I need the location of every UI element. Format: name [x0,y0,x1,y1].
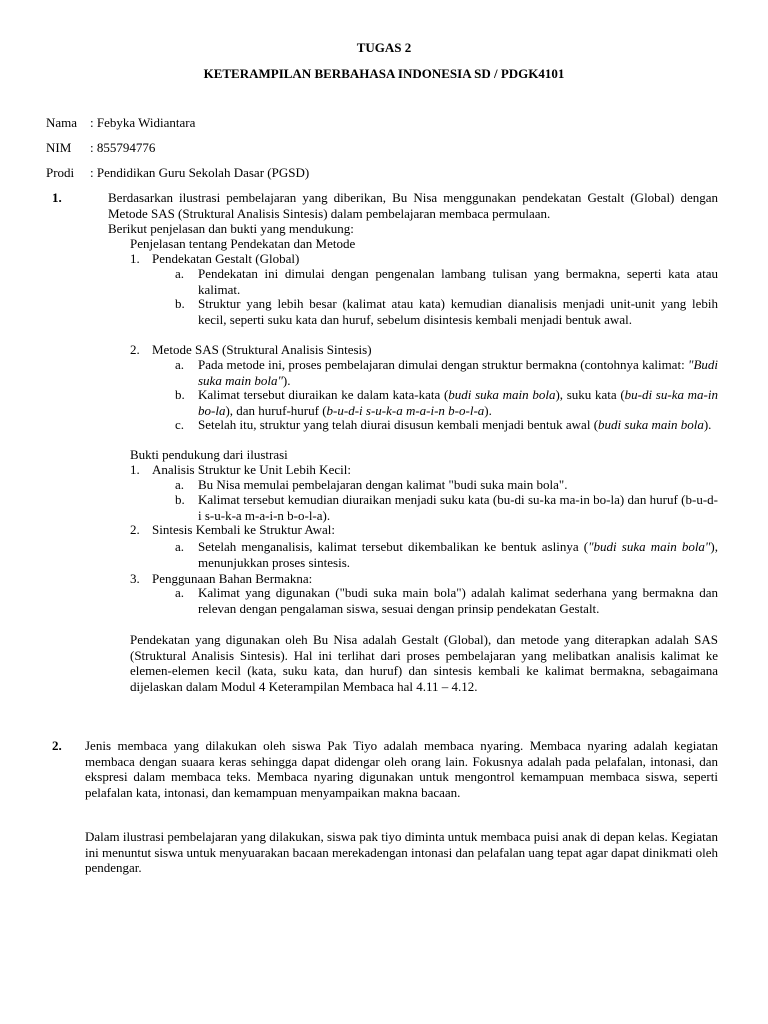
q2-paragraph-1: Jenis membaca yang dilakukan oleh siswa Pak Tiyo adalah membaca nyaring. Membaca nyaring adalah kegiatan membaca dengan suaara keras sehingga dapat didengar oleh orang lain. Fokusnya adalah pada pelafalan, intonasi, dan ekspresi dalam membaca teks. Membaca nyaring digunakan untuk mengontrol kemampuan membaca siswa, seperti pelafalan kata, intonasi, dan kemampuan menyampaikan makna bacaan. [85,738,718,800]
q1-intro-2: Berikut penjelasan dan bukti yang mendukung: [108,221,354,236]
list-marker: a. [175,357,185,372]
list-marker: b. [175,387,185,402]
info-label: NIM [46,140,72,155]
pendekatan-gestalt-label: Pendekatan Gestalt (Global) [152,251,300,266]
info-row-nama [46,115,195,131]
list-marker: a. [175,585,185,600]
text-run: Pada metode ini, proses pembelajaran dimulai dengan struktur bermakna (contohnya kalimat: [198,357,688,372]
info-value: : Pendidikan Guru Sekolah Dasar (PGSD) [90,165,310,180]
q2-paragraph-2: Dalam ilustrasi pembelajaran yang dilakukan, siswa pak tiyo diminta untuk membaca puisi anak di depan kelas. Kegiatan ini menuntut siswa untuk menyuarakan bacaan merekadengan intonasi dan pelafalan uang tepat agar dapat dinikmati oleh pendengar. [85,829,718,875]
info-row-prodi [46,165,309,181]
list-marker: 1. [130,251,140,266]
example-letters: b-u-d-i s-u-k-a m-a-i-n b-o-l-a [326,402,485,418]
b3a-text: Kalimat yang digunakan ("budi suka main bola") adalah kalimat sederhana yang bermakna dan relevan dengan pengalaman siswa, sesuai dengan prinsip pendekatan Gestalt. [198,585,718,616]
b1b-text: Kalimat tersebut kemudian diuraikan menjadi suku kata (bu-di su-ka ma-in bo-la) dan huruf (b-u-d-i s-u-k-a m-a-i-n b-o-l-a). [198,492,718,523]
info-value: : 855794776 [90,140,156,155]
p2c-text [198,417,718,433]
text-run: Kalimat tersebut diuraikan ke dalam kata-kata ( [198,387,449,402]
example-words: budi suka main bola [448,387,556,402]
penjelasan-heading: Penjelasan tentang Pendekatan dan Metode [130,236,356,251]
bukti-heading: Bukti pendukung dari ilustrasi [130,447,288,462]
list-marker: 2. [130,522,140,537]
info-label: Nama [46,115,78,130]
metode-sas-label: Metode SAS (Struktural Analisis Sintesis) [152,342,372,357]
p2b-text [198,387,718,418]
bukti-1-label: Analisis Struktur ke Unit Lebih Kecil: [152,462,351,477]
list-marker: 2. [130,342,140,357]
p2a-text [198,357,718,388]
bukti-3-label: Penggunaan Bahan Bermakna: [152,571,313,586]
question-2-number: 2. [52,738,62,753]
document-subtitle: KETERAMPILAN BERBAHASA INDONESIA SD / PDGK4101 [203,66,565,81]
text-run: Setelah itu, struktur yang telah diurai disusun kembali menjadi bentuk awal ( [198,417,599,432]
text-run: ), suku kata ( [555,387,625,402]
list-marker: c. [175,417,185,432]
list-marker: b. [175,492,185,507]
list-marker: a. [175,539,185,554]
list-marker: a. [175,266,185,281]
text-run: ). [703,417,712,432]
q1-intro: Berdasarkan ilustrasi pembelajaran yang diberikan, Bu Nisa menggunakan pendekatan Gestalt (Global) dengan Metode SAS (Struktural Analisis Sintesis) dalam pembelajaran membaca permulaan. [108,190,718,221]
text-run: Setelah menganalisis, kalimat tersebut dikembalikan ke bentuk aslinya ( [198,539,589,554]
example-syllables: bu-di su-ka ma-in bo-la [198,387,718,418]
list-marker: 3. [130,571,140,586]
document-title: TUGAS 2 [356,40,412,55]
list-marker: b. [175,296,185,311]
p1a-text: Pendekatan ini dimulai dengan pengenalan lambang tulisan yang bermakna, seperti kata atau kalimat. [198,266,718,297]
bukti-2-label: Sintesis Kembali ke Struktur Awal: [152,522,335,537]
text-run: ), dan huruf-huruf ( [225,402,327,418]
example-sentence: "budi suka main bola" [588,539,711,554]
text-run: ). [484,402,492,418]
example-sentence: "Budi suka main bola" [198,357,718,388]
q1-conclusion: Pendekatan yang digunakan oleh Bu Nisa adalah Gestalt (Global), dan metode yang diterapkan adalah SAS (Struktural Analisis Sintesis). Hal ini terlihat dari proses pembelajaran yang melibatkan analisis kalimat ke elemen-elemen kecil (kata, suku kata, dan huruf) dan sintesis kembali ke kalimat bermakna, sebagaimana dijelaskan dalam Modul 4 Keterampilan Membaca hal 4.11 – 4.12. [130,632,718,694]
b2a-text [198,539,718,570]
example-sentence: budi suka main bola [598,417,704,432]
info-row-nim [46,140,155,156]
info-label: Prodi [46,165,75,180]
info-value: : Febyka Widiantara [90,115,196,130]
question-1-number: 1. [52,190,62,205]
text-run: ). [282,372,291,388]
b1a-text: Bu Nisa memulai pembelajaran dengan kalimat "budi suka main bola". [198,477,568,492]
list-marker: 1. [130,462,140,477]
list-marker: a. [175,477,185,492]
text-run: ), menunjukkan proses sintesis. [198,539,718,570]
p1b-text: Struktur yang lebih besar (kalimat atau kata) kemudian dianalisis menjadi unit-unit yang lebih kecil, seperti suku kata dan huruf, sebelum disintesis kembali menjadi bentuk awal. [198,296,718,327]
